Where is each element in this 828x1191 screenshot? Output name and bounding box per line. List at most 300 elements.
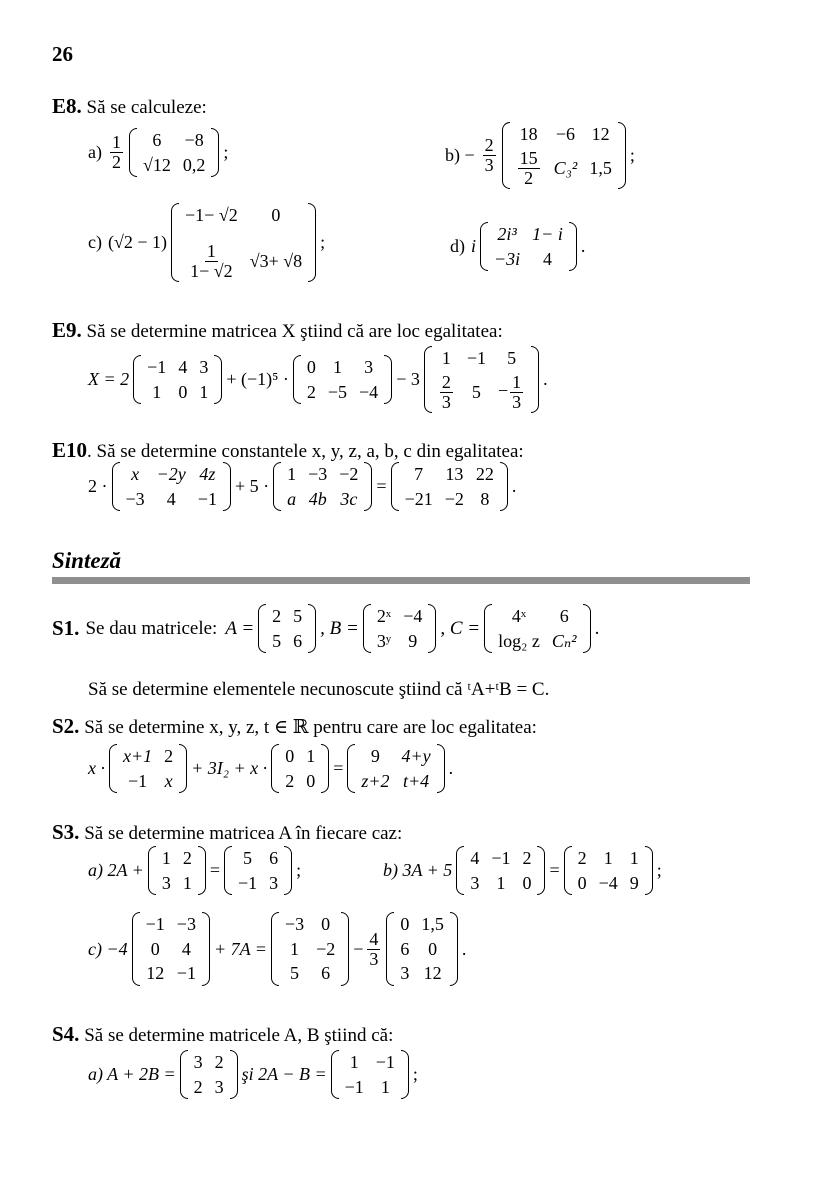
matrix (564, 846, 653, 895)
exercise-label: E10 (52, 438, 88, 462)
math-term: − (353, 938, 364, 959)
matrix-bracket (271, 744, 279, 793)
matrix-cell: 1 (161, 848, 171, 868)
exercise-label: S2. (52, 714, 80, 738)
matrix-cell: 7 (414, 464, 424, 484)
matrix-cell: −1 (197, 488, 217, 509)
exercise-e10-heading (52, 440, 524, 461)
matrix-cell: Cₙ² (551, 630, 577, 651)
matrix-bracket (537, 846, 545, 895)
matrix-bracket (271, 912, 279, 986)
matrix-bracket (214, 355, 222, 404)
matrix-cell: 0 (400, 914, 410, 934)
s4-item-a (88, 1050, 418, 1099)
matrix-row (137, 128, 211, 153)
matrix-cell: 1 (290, 938, 299, 959)
matrix-cell: z+2 (361, 770, 390, 791)
fraction (483, 136, 496, 175)
page-number: 26 (52, 42, 73, 66)
matrix-cell: 5 (243, 848, 253, 868)
matrix-bracket (569, 222, 577, 271)
matrix (171, 203, 316, 282)
math-term: X = 2 (88, 369, 130, 390)
matrix-bracket (618, 122, 626, 189)
matrix-row (188, 1075, 230, 1100)
matrix-bracket (308, 604, 316, 653)
s3-item-b (383, 846, 662, 895)
matrix-row (137, 153, 211, 178)
matrix (109, 744, 187, 793)
matrix-cell: 3 (161, 872, 171, 893)
matrix-bracket (223, 462, 231, 511)
matrix-cell: 3 (214, 1076, 224, 1097)
exercise-s3-heading (52, 822, 402, 843)
matrix-cell: −1 (127, 770, 148, 791)
matrix-cell: 8 (480, 488, 490, 509)
matrix-row (339, 1075, 401, 1100)
math-term: x · (88, 758, 105, 779)
matrix-cell: −1 (466, 348, 486, 368)
matrix-cell: −1 (491, 848, 511, 868)
matrix-bracket (258, 604, 266, 653)
matrix-row (120, 487, 223, 512)
matrix-cell: 12 (146, 963, 165, 984)
matrix-cell: 1 (152, 381, 162, 402)
matrix-cell: 6 (293, 630, 303, 651)
exercise-text: Să se calculeze: (86, 97, 207, 118)
matrix-cell: √3+ √8 (249, 250, 303, 271)
matrix-cell: 12 (591, 124, 610, 144)
matrix-cell: −6 (555, 124, 576, 144)
matrix (133, 355, 222, 404)
s3-item-c (88, 912, 466, 986)
math-term: + (−1)⁵ · (226, 369, 289, 390)
section-title: Sinteză (52, 548, 122, 573)
matrix-row (179, 240, 308, 283)
matrix-cell: 0 (428, 938, 438, 959)
math-term: ; (223, 142, 229, 163)
math-term: 3 (441, 391, 451, 412)
matrix-grid (137, 128, 211, 177)
matrix-row (464, 846, 537, 871)
math-term: 3 (369, 948, 379, 969)
item-label: c) (88, 232, 102, 253)
math-term: . (594, 617, 600, 639)
matrix-cell: 5 (507, 348, 517, 368)
math-term: ; (656, 860, 662, 881)
matrix-bracket (500, 462, 508, 511)
matrix-cell: 1 (441, 348, 451, 368)
matrix-cell: −3 (284, 914, 305, 934)
matrix-bracket (148, 846, 156, 895)
matrix-row (492, 629, 582, 654)
matrix-row (188, 1050, 230, 1075)
matrix-bracket (401, 1050, 409, 1099)
matrix (273, 462, 372, 511)
matrix-bracket (180, 1050, 188, 1099)
math-term: ; (320, 232, 326, 253)
math-term: A = (225, 617, 255, 639)
matrix-row (572, 871, 645, 896)
matrix-row (492, 604, 582, 629)
matrix-grid (301, 355, 384, 404)
exercise-s4-heading (52, 1024, 393, 1045)
matrix-cell: 0 (321, 914, 331, 934)
matrix-bracket (645, 846, 653, 895)
exercise-s2-heading (52, 716, 537, 737)
matrix-row (279, 769, 321, 794)
s2-equation (88, 744, 453, 793)
matrix-grid (572, 846, 645, 895)
exercise-text: Să se determine x, y, z, t ∈ ℝ pentru care are loc egalitatea: (84, 717, 537, 738)
matrix-cell: 4 (178, 357, 188, 378)
math-term: ; (629, 145, 635, 166)
matrix-row (394, 961, 450, 986)
exercise-e9-heading (52, 320, 503, 341)
math-term: 2 · (88, 476, 108, 497)
math-term: a) A + 2B = (88, 1064, 176, 1085)
matrix-cell: 4+y (401, 746, 431, 766)
matrix-row (140, 937, 202, 962)
matrix-row (432, 346, 531, 371)
matrix (424, 346, 539, 413)
matrix (363, 604, 437, 653)
matrix-row (399, 462, 500, 487)
e9-equation (88, 346, 548, 413)
matrix-row (232, 846, 284, 871)
matrix-bracket (583, 604, 591, 653)
matrix-cell: 1 (199, 381, 209, 402)
matrix-cell: 1,5 (589, 157, 612, 178)
fraction (440, 373, 453, 412)
matrix-cell: 5 (290, 963, 299, 984)
matrix-cell: 4ˣ (511, 606, 527, 626)
matrix-grid (188, 1050, 230, 1099)
matrix-cell: −3 (125, 488, 145, 509)
s1-statement (52, 604, 599, 653)
matrix (347, 744, 444, 793)
matrix-row (394, 912, 450, 937)
e8-item-b (445, 122, 635, 189)
matrix-cell: 4 (470, 848, 480, 868)
math-term: 1− √2 (190, 260, 233, 281)
matrix-cell: 0 (306, 357, 316, 378)
math-term: . (580, 236, 586, 257)
matrix-row (339, 1050, 401, 1075)
matrix-cell: 3c (340, 488, 358, 509)
matrix (502, 122, 626, 189)
matrix-cell: 1 (603, 848, 613, 868)
matrix-cell: 0 (285, 746, 295, 766)
matrix-cell: −1 (375, 1052, 395, 1072)
fraction (367, 930, 380, 969)
matrix (148, 846, 206, 895)
matrix-grid (279, 912, 341, 986)
matrix-cell: 1 (287, 464, 297, 484)
matrix-cell: −3 (176, 914, 196, 934)
matrix-cell: 13 (445, 464, 464, 484)
math-term: 2 (111, 152, 121, 173)
matrix-cell: −2y (156, 464, 186, 484)
matrix-row (399, 487, 500, 512)
matrix-row (117, 744, 179, 769)
matrix-row (355, 769, 436, 794)
math-term: şi 2A − B = (241, 1064, 327, 1085)
exercise-text: Să se determine matricea A în fiecare caz: (84, 823, 403, 844)
matrix-cell: 2 (193, 1076, 203, 1097)
matrix-cell: 6 (269, 848, 279, 868)
matrix-bracket (230, 1050, 238, 1099)
matrix-grid (232, 846, 284, 895)
matrix-cell: 4z (199, 464, 216, 484)
matrix-bracket (456, 846, 464, 895)
matrix-bracket (480, 222, 488, 271)
math-term: 1 (512, 371, 522, 392)
matrix-row (394, 937, 450, 962)
math-term: + 3I₂ + x · (191, 758, 268, 779)
matrix-cell: 6 (321, 963, 331, 984)
matrix-cell: 0 (271, 205, 281, 225)
matrix (456, 846, 545, 895)
matrix-row (281, 462, 364, 487)
matrix-cell: 4 (181, 938, 191, 959)
matrix-bracket (132, 912, 140, 986)
matrix-bracket (284, 846, 292, 895)
matrix-row (572, 846, 645, 871)
exercise-e8-heading (52, 96, 207, 117)
matrix-cell: −8 (184, 130, 204, 150)
matrix-row (266, 604, 308, 629)
matrix (484, 604, 590, 653)
matrix-row (510, 147, 618, 190)
matrix-cell: 5 (293, 606, 303, 626)
matrix-grid (394, 912, 450, 986)
matrix-row (141, 355, 214, 380)
exercise-label: S3. (52, 820, 80, 844)
matrix (112, 462, 231, 511)
item-label: d) (450, 236, 465, 257)
math-term: c) −4 (88, 938, 128, 959)
matrix-cell: −2 (316, 938, 336, 959)
matrix-row (279, 961, 341, 986)
matrix-cell: 9 (408, 630, 418, 651)
matrix-bracket (363, 604, 371, 653)
matrix-row (141, 380, 214, 405)
matrix-row (279, 937, 341, 962)
matrix-grid (141, 355, 214, 404)
matrix-bracket (347, 744, 355, 793)
matrix-cell: −1 (147, 357, 167, 378)
matrix-cell: 9 (629, 872, 639, 893)
matrix-cell: √12 (142, 154, 171, 175)
matrix-cell: −2 (444, 488, 464, 509)
matrix-cell: 2 (306, 381, 316, 402)
matrix-cell: 2i³ (497, 224, 517, 244)
matrix-cell: a (287, 488, 297, 509)
e8-item-d (450, 222, 585, 271)
matrix-cell: 0 (522, 872, 532, 893)
matrix-cell: −1− √2 (185, 205, 238, 225)
matrix (293, 355, 392, 404)
matrix-bracket (437, 744, 445, 793)
math-term: 1 (206, 240, 216, 261)
matrix-cell: 3ʸ (376, 630, 392, 651)
matrix-grid (179, 203, 308, 282)
matrix-cell: 5 (471, 381, 481, 402)
matrix-cell: 2 (577, 848, 587, 868)
matrix-bracket (424, 346, 432, 413)
matrix-row (464, 871, 537, 896)
matrix-grid (464, 846, 537, 895)
matrix-cell: 2 (182, 848, 192, 868)
matrix-cell: 1,5 (421, 914, 444, 934)
matrix-row (371, 629, 429, 654)
matrix-bracket (112, 462, 120, 511)
matrix-cell: −5 (327, 381, 348, 402)
matrix-cell: 1 (496, 872, 506, 893)
matrix-row (301, 380, 384, 405)
matrix-cell: 3 (269, 872, 279, 893)
matrix (331, 1050, 409, 1099)
math-term: . (461, 938, 467, 959)
matrix (180, 1050, 238, 1099)
matrix (480, 222, 577, 271)
matrix-cell: −4 (598, 872, 618, 893)
matrix-cell: 12 (423, 963, 442, 984)
e8-item-a (88, 128, 228, 177)
scalar-factor: (√2 − 1) (107, 232, 168, 253)
matrix-bracket (224, 846, 232, 895)
scalar-factor: i (471, 236, 477, 257)
math-term: + 7A = (213, 938, 267, 959)
matrix-cell: 3 (193, 1052, 203, 1072)
matrix-cell: C₃² (553, 157, 578, 178)
matrix-bracket (179, 744, 187, 793)
fraction (510, 373, 523, 412)
math-term: , C = (440, 617, 481, 639)
math-term: , B = (320, 617, 359, 639)
matrix-bracket (109, 744, 117, 793)
math-term: − (498, 380, 509, 401)
matrix-grid (140, 912, 202, 986)
matrix-bracket (308, 203, 316, 282)
matrix-cell: −1 (237, 872, 258, 893)
matrix-cell: −21 (404, 488, 433, 509)
matrix-bracket (293, 355, 301, 404)
matrix (258, 604, 316, 653)
exercise-label: E8. (52, 94, 82, 118)
matrix-bracket (364, 462, 372, 511)
e8-item-c (88, 203, 325, 282)
matrix-cell: 18 (519, 124, 538, 144)
math-term: 4 (369, 928, 379, 949)
math-term: 1 (111, 132, 121, 153)
math-term: = (333, 758, 344, 779)
matrix-cell: x+1 (123, 746, 153, 766)
matrix (271, 912, 349, 986)
matrix-cell: 6 (152, 130, 162, 150)
matrix-row (179, 203, 308, 240)
matrix-cell: 4 (166, 488, 176, 509)
math-term: 15 (519, 147, 538, 168)
math-term: = (549, 860, 560, 881)
matrix-bracket (391, 462, 399, 511)
matrix-grid (355, 744, 436, 793)
matrix-cell: 2 (214, 1052, 224, 1072)
exercise-label: E9. (52, 318, 82, 342)
math-term: 3 (484, 155, 494, 176)
matrix-bracket (502, 122, 510, 189)
matrix-row (140, 912, 202, 937)
math-term: = (376, 476, 387, 497)
fraction (188, 242, 235, 281)
matrix-row (156, 846, 198, 871)
matrix-bracket (133, 355, 141, 404)
matrix-cell: 1 (380, 1076, 390, 1097)
matrix-grid (279, 744, 321, 793)
matrix (386, 912, 458, 986)
matrix-cell: 3 (199, 357, 209, 378)
item-label: a) (88, 142, 102, 163)
matrix-row (266, 629, 308, 654)
matrix-bracket (428, 604, 436, 653)
matrix-bracket (386, 912, 394, 986)
matrix (224, 846, 292, 895)
math-term: a) 2A + (88, 860, 144, 881)
matrix-row (488, 222, 569, 247)
matrix-cell: −4 (403, 606, 423, 626)
matrix-grid (120, 462, 223, 511)
math-term: − 3 (396, 369, 420, 390)
matrix-cell: −1 (344, 1076, 364, 1097)
matrix-cell: −2 (339, 464, 359, 484)
exercise-text: Să se determine matricea X ştiind că are loc egalitatea: (86, 321, 503, 342)
matrix-bracket (331, 1050, 339, 1099)
matrix (129, 128, 219, 177)
math-term: . (511, 476, 517, 497)
matrix-cell: 3 (470, 872, 480, 893)
math-term: 2 (524, 167, 534, 188)
matrix-cell: 1 (306, 746, 316, 766)
matrix-bracket (273, 462, 281, 511)
matrix-row (510, 122, 618, 147)
matrix-cell: t+4 (402, 770, 430, 791)
matrix-cell: 1 (182, 872, 192, 893)
matrix-cell: −4 (359, 381, 379, 402)
fraction (518, 149, 540, 188)
matrix-row (301, 355, 384, 380)
matrix-cell: 2ˣ (376, 606, 392, 626)
math-term: b) 3A + 5 (383, 860, 453, 881)
matrix (132, 912, 210, 986)
matrix-cell: 2 (272, 606, 282, 626)
matrix-grid (432, 346, 531, 413)
matrix-grid (492, 604, 582, 653)
matrix-row (281, 487, 364, 512)
e10-equation (88, 462, 516, 511)
matrix-row (355, 744, 436, 769)
matrix-cell: 2 (164, 746, 174, 766)
matrix-cell: 3 (400, 963, 410, 984)
exercise-label: S4. (52, 1022, 80, 1046)
matrix-row (279, 912, 341, 937)
matrix-grid (156, 846, 198, 895)
math-term: = (209, 860, 220, 881)
matrix-cell: 3 (364, 357, 374, 378)
matrix-cell: 1− i (532, 224, 563, 244)
matrix-row (120, 462, 223, 487)
matrix-cell: −3i (494, 248, 521, 269)
